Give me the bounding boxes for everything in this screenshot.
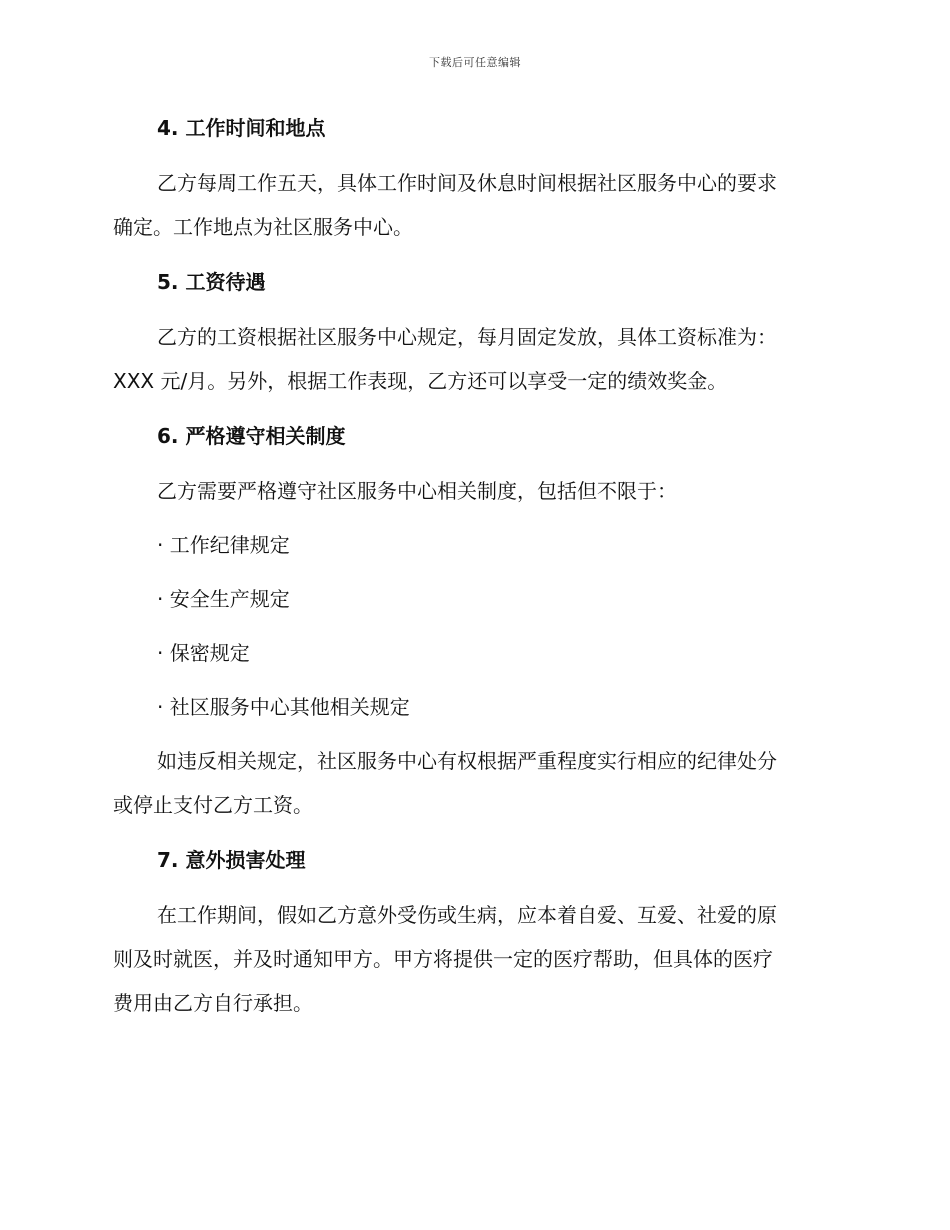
section-5-paragraph-line-1: 乙方的工资根据社区服务中心规定，每月固定发放，具体工资标准为：: [157, 325, 777, 349]
section-5-heading: 5. 工资待遇: [157, 270, 266, 294]
section-6-intro: 乙方需要严格遵守社区服务中心相关制度，包括但不限于：: [157, 479, 677, 503]
section-7-paragraph-line-1: 在工作期间，假如乙方意外受伤或生病，应本着自爱、互爱、社爱的原: [157, 903, 777, 927]
list-item: · 保密规定: [157, 641, 250, 665]
section-7-paragraph-line-3: 费用由乙方自行承担。: [113, 991, 313, 1015]
list-item: · 社区服务中心其他相关规定: [157, 695, 410, 719]
page-header: 下载后可任意编辑: [429, 56, 521, 69]
section-4-heading: 4. 工作时间和地点: [157, 116, 326, 140]
list-item: · 安全生产规定: [157, 587, 290, 611]
section-7-heading: 7. 意外损害处理: [157, 848, 306, 872]
section-5-paragraph-line-2: XXX 元/月。另外，根据工作表现，乙方还可以享受一定的绩效奖金。: [113, 369, 728, 393]
section-6-heading: 6. 严格遵守相关制度: [157, 424, 346, 448]
section-7-paragraph-line-2: 则及时就医，并及时通知甲方。甲方将提供一定的医疗帮助，但具体的医疗: [113, 947, 773, 971]
list-item: · 工作纪律规定: [157, 533, 290, 557]
section-4-paragraph-line-2: 确定。工作地点为社区服务中心。: [113, 215, 413, 239]
section-4-paragraph-line-1: 乙方每周工作五天，具体工作时间及休息时间根据社区服务中心的要求: [157, 171, 777, 195]
section-6-paragraph-line-2: 或停止支付乙方工资。: [113, 793, 313, 817]
section-6-paragraph-line-1: 如违反相关规定，社区服务中心有权根据严重程度实行相应的纪律处分: [157, 749, 777, 773]
